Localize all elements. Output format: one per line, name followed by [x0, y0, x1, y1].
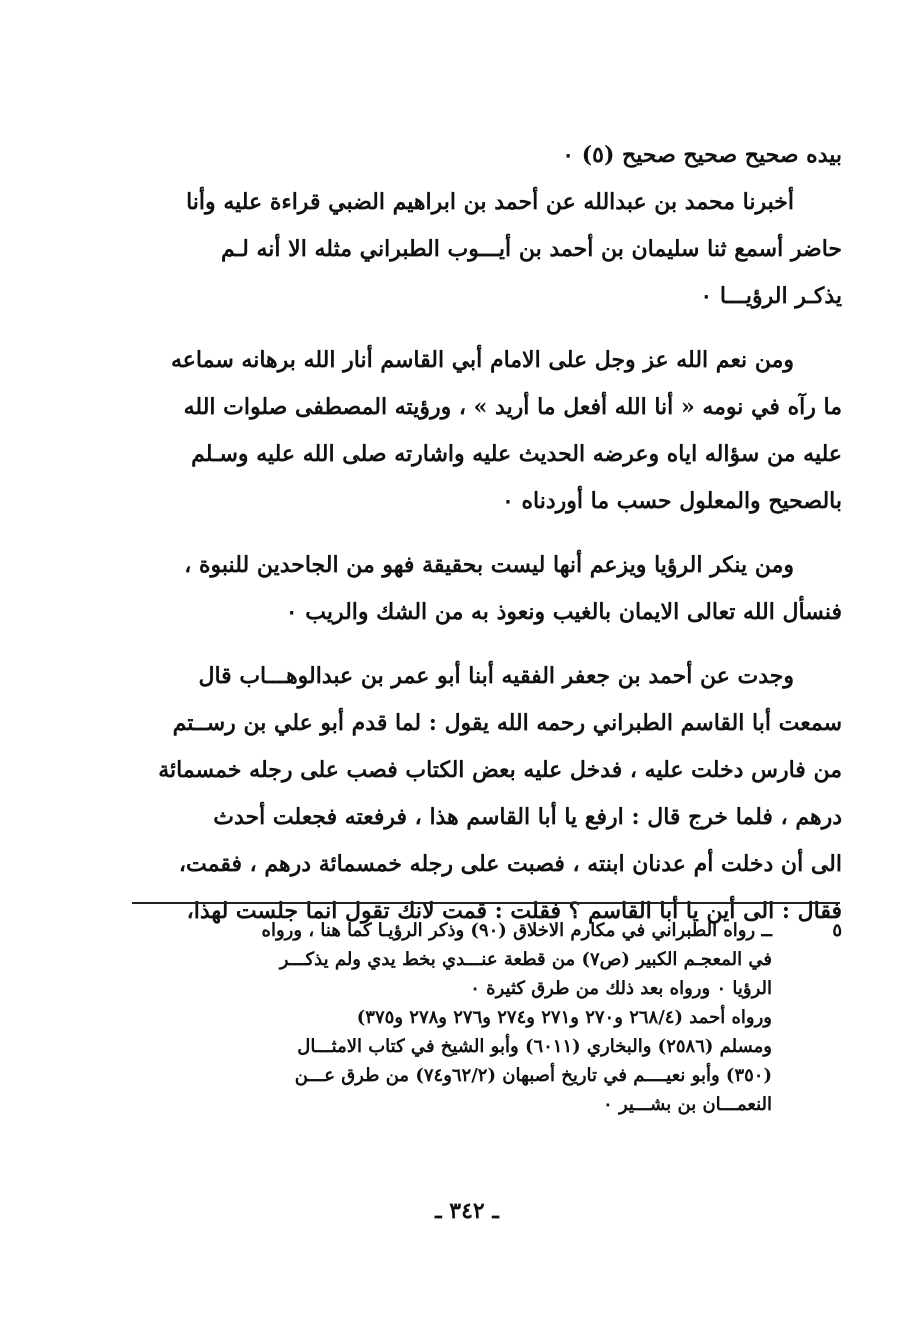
main-text [130, 132, 842, 935]
footnote-line: (٣٥٠) وأبو نعيــــم في تاريخ أصبهان (٦٢/٢و٧٤) من طرق عـــن [294, 1065, 772, 1086]
text-line: بيده صحيح صحيح صحيح (٥) ٠ [562, 142, 842, 168]
text-line: سمعت أبا القاسم الطبراني رحمه الله يقول : لما قدم أبو علي بن رســتم [172, 710, 842, 736]
footnote-divider [132, 902, 840, 904]
text-line: وجدت عن أحمد بن جعفر الفقيه أبنا أبو عمر بن عبدالوهـــاب قال [198, 663, 794, 689]
text-line: أخبرنا محمد بن عبدالله عن أحمد بن ابراهيم الضبي قراءة عليه وأنا [186, 189, 794, 215]
footnote-line: ورواه أحمد (٢٦٨/٤ و٢٧٠ و٢٧١ و٢٧٤ و٢٧٦ و٢٧٨ و٣٧٥) [356, 1007, 772, 1028]
text-line: ومن نعم الله عز وجل على الامام أبي القاسم أنار الله برهانه سماعه [170, 347, 794, 373]
page-number: ـ ٣٤٢ ـ [435, 1198, 499, 1224]
text-line: فنسأل الله تعالى الايمان بالغيب ونعوذ به من الشك والريب ٠ [285, 599, 842, 625]
text-line: عليه من سؤاله اياه وعرضه الحديث عليه واشارته صلى الله عليه وسـلم [191, 441, 842, 467]
text-line: من فارس دخلت عليه ، فدخل عليه بعض الكتاب فصب على رجله خمسمائة [158, 757, 842, 783]
text-line: حاضر أسمع ثنا سليمان بن أحمد بن أيـــوب الطبراني مثله الا أنه لـم [221, 236, 842, 262]
footnote-number: ٥ [832, 920, 842, 941]
footnote-text: ــ رواه الطبراني في مكارم الاخلاق (٩٠) وذكر الرؤيـا كما هنا ، ورواه [261, 920, 772, 941]
footnote-line: الرؤيا ٠ ورواه بعد ذلك من طرق كثيرة ٠ [470, 978, 772, 999]
footnote-line: ومسلم (٢٥٨٦) والبخاري (٦٠١١) وأبو الشيخ في كتاب الامثـــال [297, 1036, 772, 1057]
footnote-line: في المعجـم الكبير (ص٧) من قطعة عنـــدي بخط يدي ولم يذكـــر [279, 949, 772, 970]
text-line: بالصحيح والمعلول حسب ما أوردناه ٠ [501, 488, 842, 514]
text-line: فقال : الى أين يا أبا القاسم ؟ فقلت : قمت لانك تقول انما جلست لهذا، [186, 898, 842, 924]
text-line: ومن ينكر الرؤيا ويزعم أنها ليست بحقيقة فهو من الجاحدين للنبوة ، [184, 552, 794, 578]
footnote-line [130, 916, 842, 945]
text-line: يذكـر الرؤيـــا ٠ [700, 283, 842, 309]
footnote-line: النعمـــان بن بشـــير ٠ [603, 1094, 772, 1115]
text-line: درهم ، فلما خرج قال : ارفع يا أبا القاسم هذا ، فرفعته فجعلت أحدث [213, 804, 842, 830]
text-line: الى أن دخلت أم عدنان ابنته ، فصبت على رجله خمسمائة درهم ، فقمت، [178, 851, 842, 877]
footnote [130, 916, 842, 1119]
text-line: ما رآه في نومه « أنا الله أفعل ما أريد » ، ورؤيته المصطفى صلوات الله [183, 394, 842, 420]
